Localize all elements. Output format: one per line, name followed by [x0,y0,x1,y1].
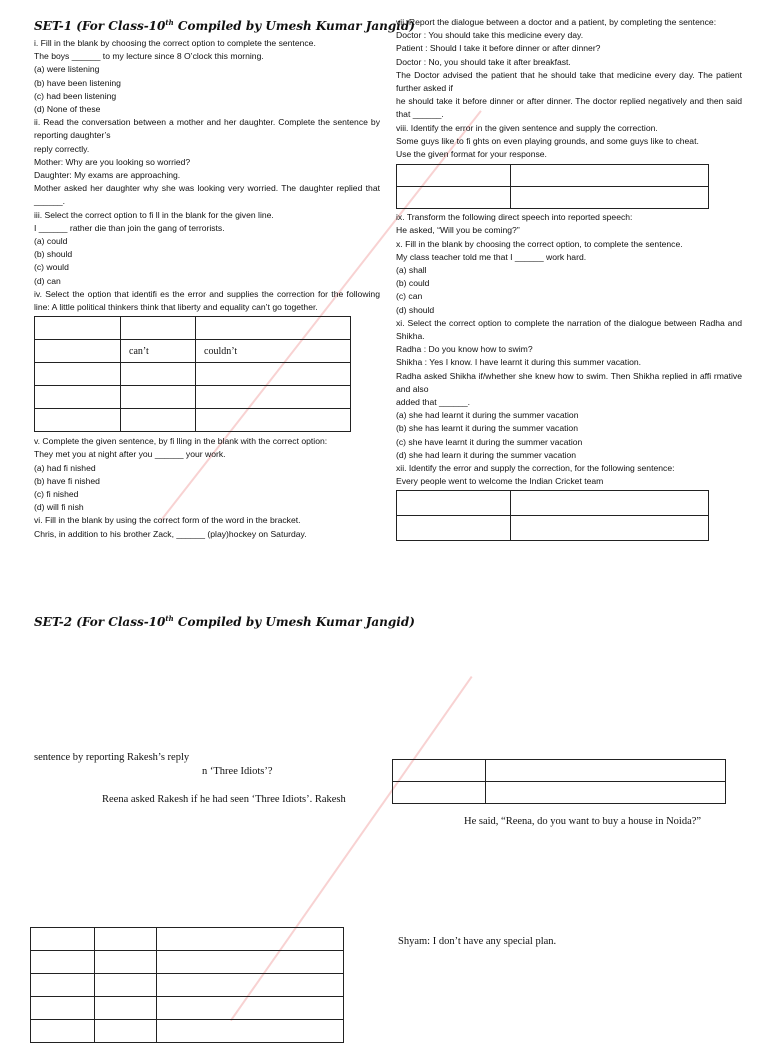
table-cell [397,490,511,515]
table-row [397,187,709,209]
table-row [31,997,344,1020]
text-line: My class teacher told me that I ______ work hard. [396,251,587,262]
text-line: iii. Select the correct option to fi ll in the blank for the given line. [34,209,274,220]
text-line: he should take it before dinner or after dinner. The doctor replied negatively and then said that ______. [396,96,742,120]
question-viii-table [396,164,709,209]
table-cell [196,363,351,386]
text-line: Radha : Do you know how to swim? [396,344,533,355]
table-row [397,515,709,540]
table-cell [157,974,344,997]
text-line: xi. Select the correct option to complete the narration of the dialogue between Radha and Shikha. [396,317,742,342]
text-line: The boys ______ to my lecture since 8 O’clock this morning. [34,51,264,62]
text-line: Chris, in addition to his brother Zack, ______ (play)hockey on Saturday. [34,528,307,539]
table-row [35,409,351,432]
text-line: vi. Fill in the blank by using the correct form of the word in the bracket. [34,515,301,526]
table-cell [511,165,709,187]
text-line: (c) she have learnt it during the summer vacation [396,436,583,447]
text-line: (c) would [34,262,69,273]
table-row [31,928,344,951]
text-line: Some guys like to fi ghts on even playing grounds, and some guys like to cheat. [396,135,699,146]
set1-left-questions [34,37,380,314]
table-cell [95,974,157,997]
table-cell [31,997,95,1020]
table-cell [397,515,511,540]
table-cell [393,760,486,782]
table-cell [95,951,157,974]
table-cell [196,409,351,432]
text-line: (b) she has learnt it during the summer vacation [396,423,578,434]
table-cell [196,317,351,340]
text-line: v. Complete the given sentence, by fi lling in the blank with the correct option: [34,436,328,447]
table-cell [95,997,157,1020]
text-line: Doctor : No, you should take it after breakfast. [396,56,571,67]
text-line: ii. Read the conversation between a mother and her daughter. Complete the sentence by reporting daughter’s [34,117,380,141]
set2-reporting-text: sentence by reporting Rakesh’s reply [34,752,190,763]
table-cell [511,490,709,515]
table-cell [121,409,196,432]
text-line: The Doctor advised the patient that he should take that medicine every day. The patient further asked if [396,69,742,94]
text-line: reply correctly. [34,143,90,154]
table-row [35,317,351,340]
table-cell [35,409,121,432]
table-cell [31,928,95,951]
text-line: Patient : Should I take it before dinner or after dinner? [396,43,601,54]
table-row [397,165,709,187]
text-line: He asked, “Will you be coming?” [396,225,520,236]
table-cell [397,187,511,209]
table-cell [511,515,709,540]
set2-shyam-text: Shyam: I don’t have any special plan. [398,936,557,947]
set1-right-questions-2 [396,211,742,488]
text-line: (d) should [396,304,435,315]
table-cell [95,1020,157,1043]
table-cell [196,386,351,409]
text-line: I ______ rather die than join the gang of terrorists. [34,222,225,233]
text-line: viii. Identify the error in the given sentence and supply the correction. [396,122,658,133]
table-cell [95,928,157,951]
table-cell [121,317,196,340]
text-line: Radha asked Shikha if/whether she knew how to swim. Then Shikha replied in affi rmative and also [396,370,742,394]
text-line: ix. Transform the following direct speech into reported speech: [396,212,633,223]
text-line: Use the given format for your response. [396,149,547,160]
text-line: (d) will fi nish [34,502,84,513]
table-cell [157,928,344,951]
question-xii-table [396,490,709,541]
set2-right-table [392,759,726,804]
set2-bottom-table [30,927,344,1043]
text-line: Mother: Why are you looking so worried? [34,156,191,167]
table-cell: couldn’t [196,340,351,363]
set2-he-said-text: He said, “Reena, do you want to buy a house in Noida?” [464,816,702,827]
text-line: (b) could [396,278,430,289]
table-cell [486,760,726,782]
table-row [31,974,344,997]
text-line: (b) have fi nished [34,475,100,486]
text-line: Doctor : You should take this medicine every day. [396,30,584,41]
question-iv-table [34,316,351,432]
text-line: Shikha : Yes I know. I have learnt it during this summer vacation. [396,357,642,368]
text-line: (a) could [34,236,68,247]
set2-three-idiots-text: n ‘Three Idiots’? [202,766,273,777]
text-line: (a) had fi nished [34,462,96,473]
table-cell [157,997,344,1020]
set2-reena-text: Reena asked Rakesh if he had seen ‘Three Idiots’. Rakesh [102,794,346,805]
text-line: iv. Select the option that identifi es the error and supplies the correction for the following line: A little political thinkers think that liberty and equality can’t go together. [34,288,380,313]
set1-title: SET-1 (For Class-10th Compiled by Umesh Kumar Jangid) [34,18,415,33]
set1-left-questions-2 [34,435,380,541]
text-line: (a) she had learnt it during the summer vacation [396,410,579,421]
text-line: (b) have been listening [34,77,121,88]
text-line: Mother asked her daughter why she was looking very worried. The daughter replied that ______. [34,183,380,207]
table-cell [486,782,726,804]
text-line: (c) fi nished [34,489,79,500]
table-row [35,386,351,409]
table-cell [35,363,121,386]
table-cell [393,782,486,804]
table-cell [157,1020,344,1043]
table-cell [31,1020,95,1043]
table-cell: can’t [121,340,196,363]
table-cell [157,951,344,974]
text-line: Every people went to welcome the Indian Cricket team [396,476,604,487]
table-cell [121,363,196,386]
table-row [35,340,351,363]
text-line: (c) had been listening [34,90,117,101]
table-row [31,1020,344,1043]
text-line: (a) were listening [34,64,100,75]
text-line: i. Fill in the blank by choosing the correct option to complete the sentence. [34,38,316,48]
table-row [35,363,351,386]
set1-right-column [396,16,742,541]
table-cell [121,386,196,409]
table-cell [31,974,95,997]
set1-right-questions [396,16,742,161]
text-line: x. Fill in the blank by choosing the correct option, to complete the sentence. [396,238,683,249]
set2-title: SET-2 (For Class-10th Compiled by Umesh Kumar Jangid) [34,614,415,629]
table-cell [511,187,709,209]
text-line: xii. Identify the error and supply the correction, for the following sentence: [396,463,675,474]
table-row [31,951,344,974]
table-row [393,782,726,804]
table-row [393,760,726,782]
text-line: vii. Report the dialogue between a doctor and a patient, by completing the sentence: [396,17,717,27]
table-cell [35,340,121,363]
table-cell [35,317,121,340]
text-line: They met you at night after you ______ your work. [34,449,226,460]
text-line: (b) should [34,249,73,260]
text-line: (d) can [34,275,61,286]
text-line: added that ______. [396,397,471,408]
text-line: (d) she had learn it during the summer vacation [396,449,577,460]
table-cell [397,165,511,187]
text-line: Daughter: My exams are approaching. [34,170,181,181]
table-cell [31,951,95,974]
text-line: (a) shall [396,265,427,276]
table-cell [35,386,121,409]
text-line: (c) can [396,291,423,302]
text-line: (d) None of these [34,104,101,115]
table-row [397,490,709,515]
